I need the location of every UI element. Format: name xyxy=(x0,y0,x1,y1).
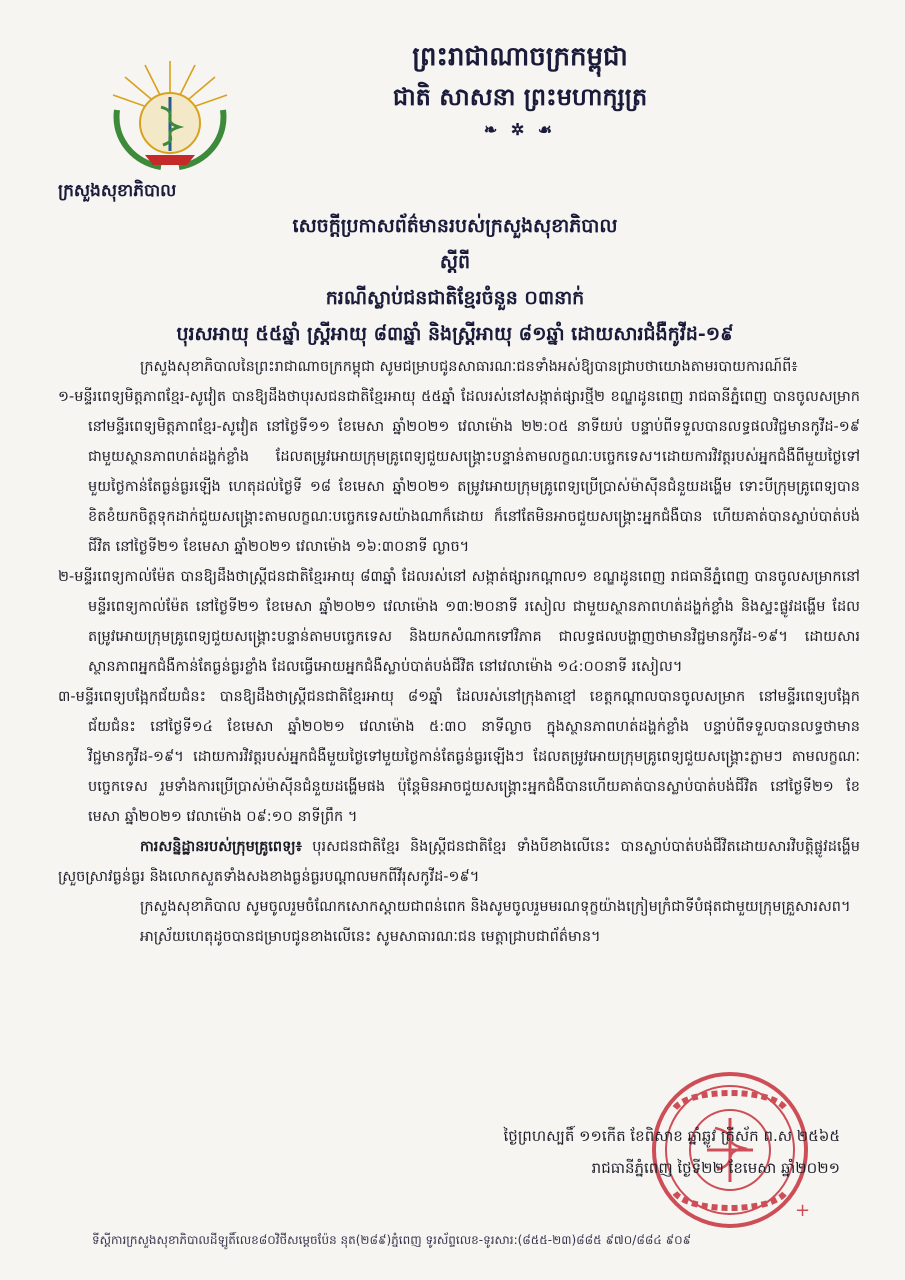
intro-paragraph: ក្រសួងសុខាភិបាលនៃព្រះរាជាណាចក្រកម្ពុជា សូមជម្រាបជូនសាធារណៈជនទាំងអស់ឱ្យបានជ្រាបថាយោងតាមរបាយការណ៍ពី៖ xyxy=(140,359,798,375)
condolence-paragraph: ក្រសួងសុខាភិបាល សូមចូលរួមចំណែកសោកស្តាយជាពន់ពេក និងសូមចូលរួមមរណទុក្ខយ៉ាងក្រៀមក្រំជាទីបំផុតជាមួយក្រុមគ្រួសារសព។ xyxy=(140,899,851,915)
announcement-body xyxy=(58,352,860,952)
date-block xyxy=(440,1120,840,1184)
title-line-2: ស្តីពី xyxy=(439,251,471,273)
closing-paragraph: អាស្រ័យហេតុដូចបានជម្រាបជូនខាងលើនេះ សូមសាធារណៈជន មេត្តាជ្រាបជាព័ត៌មាន។ xyxy=(140,929,601,945)
kingdom-name: ព្រះរាជាណាចក្រកម្ពុជា xyxy=(412,42,628,72)
footer-address: ទីស្តីការក្រសួងសុខាភិបាលដីឡូតិ៍លេខ៨០វិថីសម្តេចប៉ែន នុត(២៨៩)ភ្នំពេញ ទូរស័ព្ទលេខ-ទូរសារ:(៨៥៥-២៣)៨៨៥ ៩៧០/៨៨៤ ៩០៩ xyxy=(92,1233,692,1247)
ministry-name: ក្រសួងសុខាភិបាល xyxy=(58,181,177,201)
title-line-4: បុរសអាយុ ៥៥ឆ្នាំ ស្ត្រីអាយុ ៨៣ឆ្នាំ និងស្ត្រីអាយុ ៨១ឆ្នាំ ដោយសារជំងឺកូវីដ-១៩ xyxy=(176,323,734,345)
case-item-2: ២-មន្ទីរពេទ្យកាល់ម៉ែត បានឱ្យដឹងថាស្ត្រីជនជាតិខ្មែរអាយុ ៨៣ឆ្នាំ ដែលរស់នៅ សង្កាត់ផ្សារកណ្តាល១ ខណ្ឌដូនពេញ រាជធានីភ្នំពេញ បានចូលសម្រាកនៅមន្ទីរពេទ្យកាល់ម៉ែត នៅថ្ងៃទី២១ ខែមេសា ឆ្នាំ២០២១ វេលាម៉ោង ១៣:២០នាទី រសៀល ជាមួយស្ថានភាពហត់ដង្ហក់ខ្លាំង និងស្ទះផ្លូវដង្ហើម ដែលតម្រូវអោយក្រុមគ្រូពេទ្យជួយសង្គ្រោះបន្ទាន់តាមបច្ចេកទេស និងយកសំណាកទៅវិភាគ ជាលទ្ធផលបង្ហាញថាមានវិជ្ជមានកូវីដ-១៩។ ដោយសារស្ថានភាពអ្នកជំងឺកាន់តែធ្ងន់ធ្ងរខ្លាំង ដែលធ្វើអោយអ្នកជំងឺស្លាប់បាត់បង់ជីវិត នៅវេលាម៉ោង ១៤:០០នាទី រសៀល។ xyxy=(58,569,860,675)
svg-text:+: + xyxy=(795,1200,811,1221)
kingdom-header xyxy=(330,40,710,139)
conclusion-text: បុរសជនជាតិខ្មែរ និងស្ត្រីជនជាតិខ្មែរ ទាំងបីខាងលើនេះ បានស្លាប់បាត់បង់ជីវិតដោយសារវិបត្តិផ្លូវដង្ហើមស្រួចស្រាវធ្ងន់ធ្ងរ និងលោកសួតទាំងសងខាងធ្ងន់ធ្ងរបណ្តាលមកពីវីរុសកូវីដ-១៩។ xyxy=(58,839,860,885)
ministry-emblem-icon xyxy=(95,55,245,175)
title-line-3: ករណីស្លាប់ជនជាតិខ្មែរចំនួន ០៣នាក់ xyxy=(325,287,585,309)
ornament-divider: ❧ ✲ ☙ xyxy=(483,120,557,139)
conclusion-label: ការសន្និដ្ឋានរបស់ក្រុមគ្រូពេទ្យ៖ xyxy=(140,839,302,855)
conclusion-paragraph xyxy=(58,832,860,892)
solar-date: រាជធានីភ្នំពេញ ថ្ងៃទី២២ ខែមេសា ឆ្នាំ២០២១ xyxy=(591,1159,840,1177)
case-item-3: ៣-មន្ទីរពេទ្យបង្អែកជ័យជំនះ បានឱ្យដឹងថាស្ត្រីជនជាតិខ្មែរអាយុ ៨១ឆ្នាំ ដែលរស់នៅក្រុងតាខ្មៅ ខេត្តកណ្តាលបានចូលសម្រាក នៅមន្ទីរពេទ្យបង្អែកជ័យជំនះ នៅថ្ងៃទី១៤ ខែមេសា ឆ្នាំ២០២១ វេលាម៉ោង ៥:៣០ នាទីល្ងាច ក្នុងស្ថានភាពហត់ដង្ហក់ខ្លាំង បន្ទាប់ពីទទួលបានលទ្ធថាមានវិជ្ជមានកូវីដ-១៩។ ដោយការវិវត្តរបស់អ្នកជំងឺមួយថ្ងៃទៅមួយថ្ងៃកាន់តែធ្ងន់ធ្ងរឡើងៗ ដែលតម្រូវអោយក្រុមគ្រូពេទ្យជួយសង្គ្រោះភ្លាមៗ តាមលក្ខណៈបច្ចេកទេស រួមទាំងការប្រើប្រាស់ម៉ាស៊ីនជំនួយដង្ហើមផង ប៉ុន្តែមិនអាចជួយសង្គ្រោះអ្នកជំងឺបានហើយគាត់បានស្លាប់បាត់បង់ជីវិត នៅថ្ងៃទី២១ ខែមេសា ឆ្នាំ២០២១ វេលាម៉ោង ០៩:១០ នាទីព្រឹក ។ xyxy=(58,689,860,825)
title-line-1: សេចក្តីប្រកាសព័ត៌មានរបស់ក្រសួងសុខាភិបាល xyxy=(292,215,618,237)
announcement-title xyxy=(60,208,850,352)
lunar-date: ថ្ងៃព្រហស្បតិ៍ ១១កើត ខែពិសាខ ឆ្នាំឆ្លូវ ត្រីស័ក ព.ស ២៥៦៥ xyxy=(503,1127,840,1145)
case-item-1: ១-មន្ទីរពេទ្យមិត្តភាពខ្មែរ-សូវៀត បានឱ្យដឹងថាបុរសជនជាតិខ្មែរអាយុ ៥៥ឆ្នាំ ដែលរស់នៅសង្កាត់ផ្សារថ្មី២ ខណ្ឌដូនពេញ រាជធានីភ្នំពេញ បានចូលសម្រាកនៅមន្ទីរពេទ្យមិត្តភាពខ្មែរ-សូវៀត នៅថ្ងៃទី១១ ខែមេសា ឆ្នាំ២០២១ វេលាម៉ោង ២២:០៥ នាទីយប់ បន្ទាប់ពីទទួលបានលទ្ធផលវិជ្ជមានកូវីដ-១៩ ជាមួយស្ថានភាពហត់ដង្ហក់ខ្លាំង ដែលតម្រូវអោយក្រុមគ្រូពេទ្យជួយសង្គ្រោះបន្ទាន់តាមលក្ខណៈបច្ចេកទេស។ដោយការវិវត្តរបស់អ្នកជំងឺពីមួយថ្ងៃទៅមួយថ្ងៃកាន់តែធ្ងន់ធ្ងរឡើង ហេតុដល់ថ្ងៃទី ១៨ ខែមេសា ឆ្នាំ២០២១ តម្រូវអោយក្រុមគ្រូពេទ្យប្រើប្រាស់ម៉ាស៊ីនជំនួយដង្ហើម ទោះបីក្រុមគ្រូពេទ្យបានខិតខំយកចិត្តទុកដាក់ជួយសង្គ្រោះតាមលក្ខណៈបច្ចេកទេសយ៉ាងណាក៏ដោយ ក៏នៅតែមិនអាចជួយសង្គ្រោះអ្នកជំងឺបាន ហើយគាត់បានស្លាប់បាត់បង់ជីវិត នៅថ្ងៃទី២១ ខែមេសា ឆ្នាំ២០២១ វេលាម៉ោង ១៦:៣០នាទី ល្ងាច។ xyxy=(58,389,860,555)
national-motto: ជាតិ សាសនា ព្រះមហាក្សត្រ xyxy=(392,82,648,111)
